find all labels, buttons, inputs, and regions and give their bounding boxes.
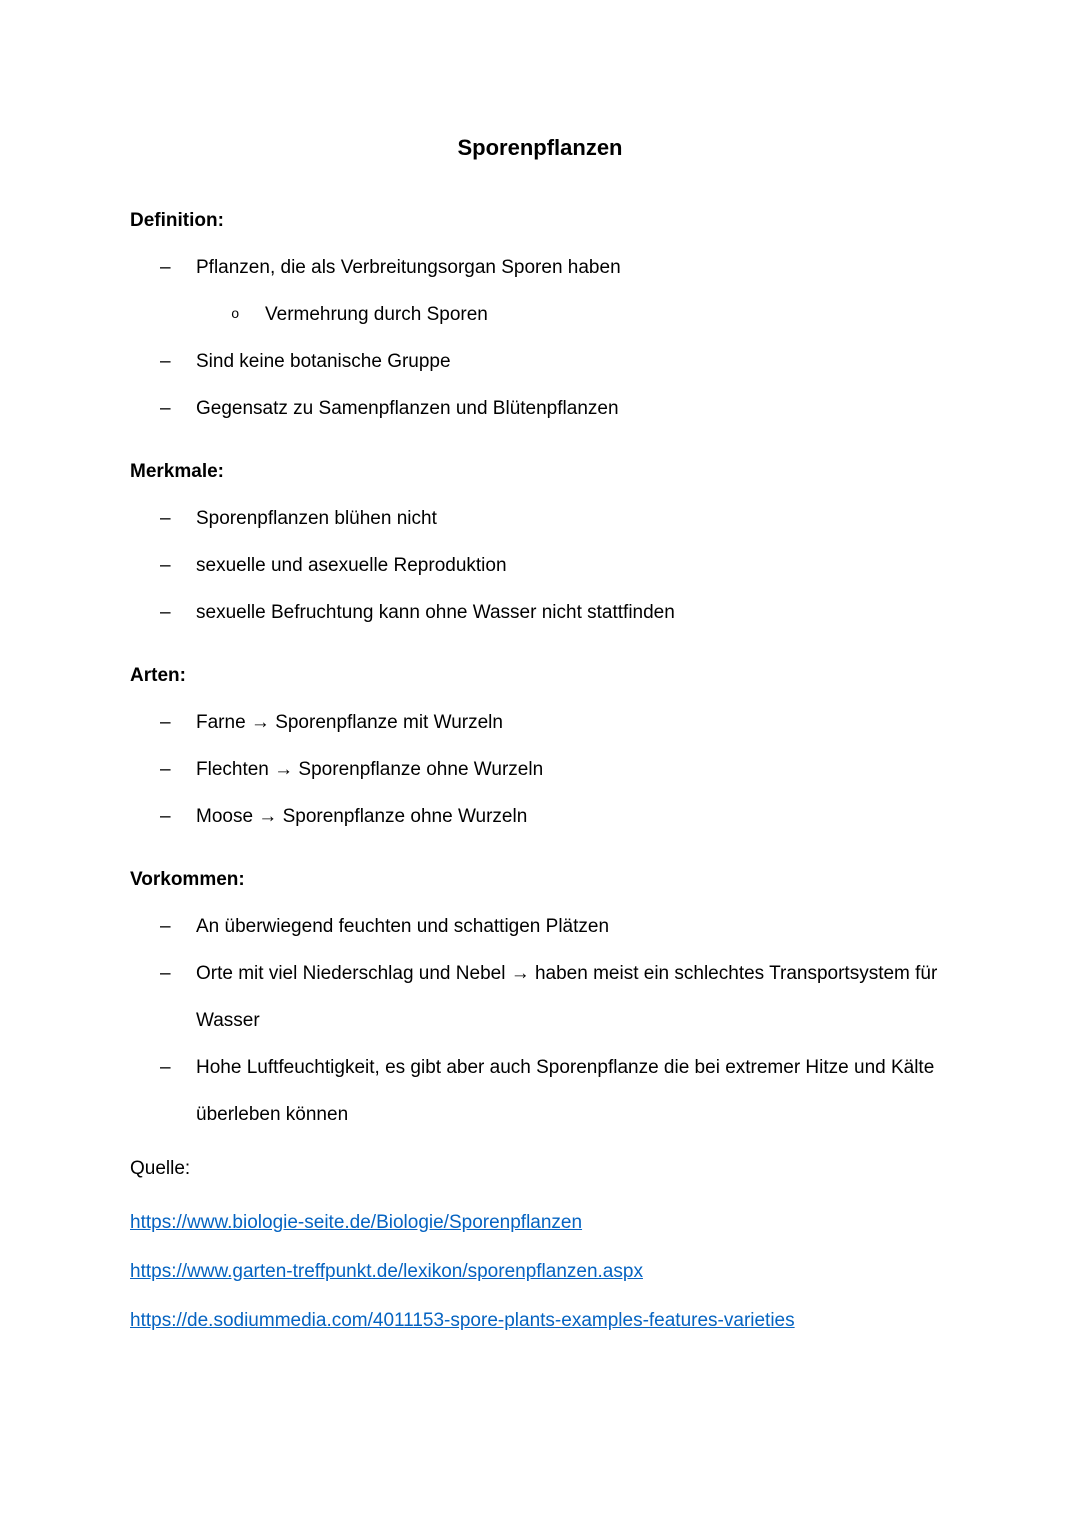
sub-bullet-circle: o [231,307,240,323]
bullet-dash: – [160,963,171,984]
list-item [130,903,950,950]
source-link-line [130,1207,910,1240]
list-item [130,495,950,542]
source-link[interactable]: https://de.sodiummedia.com/4011153-spore-plants-examples-features-varieties [130,1310,795,1331]
source-link[interactable]: https://www.garten-treffpunkt.de/lexikon/sporenpflanzen.aspx [130,1261,643,1282]
bullet-dash: – [160,555,171,576]
list-item-text: Gegensatz zu Samenpflanzen und Blütenpflanzen [196,398,619,419]
section-definition [130,197,950,432]
bullet-dash: – [160,257,171,278]
list-item-text: Moose → Sporenpflanze ohne Wurzeln [196,806,528,827]
bullet-dash: – [160,1057,171,1078]
source-label: Quelle: [130,1158,191,1179]
source-link-line [130,1256,910,1289]
list-item-text: Sind keine botanische Gruppe [196,351,451,372]
sub-list-item-text: Vermehrung durch Sporen [265,304,488,325]
list-item-text: Hohe Luftfeuchtigkeit, es gibt aber auch Sporenpflanze die bei extremer Hitze und Kälte überleben können [196,1057,935,1125]
list-item [130,1044,950,1138]
sub-list-item [130,291,950,338]
section-heading-arten: Arten: [130,665,186,686]
list-item-text: Orte mit viel Niederschlag und Nebel → haben meist ein schlechtes Transportsystem für Wasser [196,963,938,1031]
section-heading-merkmale: Merkmale: [130,461,224,482]
source-section [130,1152,950,1338]
list-item-text: sexuelle Befruchtung kann ohne Wasser nicht stattfinden [196,602,675,623]
bullet-dash: – [160,759,171,780]
definition-list [130,244,950,432]
merkmale-list [130,495,950,636]
list-item [130,699,950,746]
list-item-text: Pflanzen, die als Verbreitungsorgan Sporen haben [196,257,621,278]
list-item [130,950,950,1044]
list-item-text: Sporenpflanzen blühen nicht [196,508,437,529]
section-vorkommen [130,856,950,1138]
list-item-text: An überwiegend feuchten und schattigen Plätzen [196,916,610,937]
list-item [130,589,950,636]
section-merkmale [130,448,950,636]
list-item-text: sexuelle und asexuelle Reproduktion [196,555,507,576]
source-link-line [130,1305,830,1338]
document-title: Sporenpflanzen [457,135,623,160]
bullet-dash: – [160,508,171,529]
bullet-dash: – [160,398,171,419]
section-heading-vorkommen: Vorkommen: [130,869,245,890]
bullet-dash: – [160,602,171,623]
list-item [130,338,950,385]
list-item-text: Farne → Sporenpflanze mit Wurzeln [196,712,503,733]
list-item [130,385,950,432]
list-item [130,746,950,793]
list-item-text: Flechten → Sporenpflanze ohne Wurzeln [196,759,544,780]
bullet-dash: – [160,916,171,937]
source-link[interactable]: https://www.biologie-seite.de/Biologie/Sporenpflanzen [130,1212,583,1233]
vorkommen-list [130,903,950,1138]
section-heading-definition: Definition: [130,210,224,231]
bullet-dash: – [160,351,171,372]
list-item [130,793,950,840]
list-item [130,244,950,291]
list-item [130,542,950,589]
arten-list [130,699,950,840]
bullet-dash: – [160,712,171,733]
section-arten [130,652,950,840]
bullet-dash: – [160,806,171,827]
